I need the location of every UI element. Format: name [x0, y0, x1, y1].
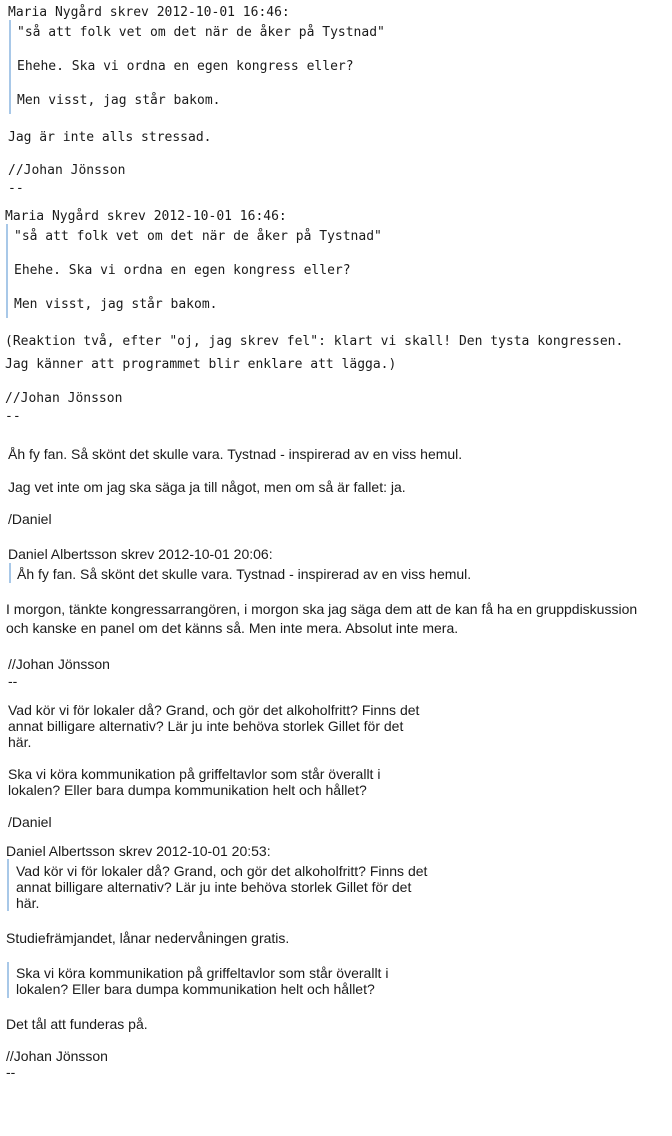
- message-text: Vad kör vi för lokaler då? Grand, och gör det alkoholfritt? Finns det: [8, 702, 420, 718]
- signature: /Daniel: [8, 814, 52, 830]
- quote-line: Vad kör vi för lokaler då? Grand, och gör det alkoholfritt? Finns det: [16, 863, 428, 879]
- quote-line: Ehehe. Ska vi ordna en egen kongress eller?: [17, 59, 354, 74]
- quote-bar: [6, 224, 8, 318]
- signature-dash: --: [6, 1064, 16, 1080]
- quote-header: Maria Nygård skrev 2012-10-01 16:46:: [8, 5, 290, 20]
- message-text: Jag vet inte om jag ska säga ja till något, men om så är fallet: ja.: [8, 479, 406, 495]
- reply-text: Jag känner att programmet blir enklare att lägga.): [5, 357, 397, 372]
- quote-line: Ehehe. Ska vi ordna en egen kongress eller?: [14, 263, 351, 278]
- reply-text: Studiefrämjandet, lånar nedervåningen gratis.: [6, 930, 290, 946]
- message-text: annat billigare alternativ? Lär ju inte behöva storlek Gillet för det: [8, 718, 404, 734]
- reply-text: (Reaktion två, efter "oj, jag skrev fel": klart vi skall! Den tysta kongressen.: [5, 334, 624, 349]
- quote-bar: [7, 859, 9, 911]
- quote-line: Ska vi köra kommunikation på griffeltavlor som står överallt i: [16, 965, 389, 981]
- reply-text: I morgon, tänkte kongressarrangören, i morgon ska jag säga dem att de kan få ha en gruppdiskussion: [6, 601, 638, 617]
- quote-header: Daniel Albertsson skrev 2012-10-01 20:53:: [6, 843, 271, 859]
- quote-header: Daniel Albertsson skrev 2012-10-01 20:06:: [8, 546, 273, 562]
- signature: //Johan Jönsson: [8, 163, 126, 178]
- quote-bar: [7, 962, 9, 998]
- signature-dash: --: [8, 673, 18, 689]
- quote-bar: [9, 20, 11, 114]
- quote-line: annat billigare alternativ? Lär ju inte behöva storlek Gillet för det: [16, 879, 412, 895]
- message-text: lokalen? Eller bara dumpa kommunikation helt och hållet?: [8, 782, 367, 798]
- signature: /Daniel: [8, 511, 52, 527]
- reply-text: Det tål att funderas på.: [6, 1016, 148, 1032]
- message-text: Åh fy fan. Så skönt det skulle vara. Tystnad - inspirerad av en viss hemul.: [8, 446, 463, 462]
- quote-line: "så att folk vet om det när de åker på Tystnad": [14, 229, 382, 244]
- quote-line: Åh fy fan. Så skönt det skulle vara. Tystnad - inspirerad av en viss hemul.: [17, 566, 472, 582]
- reply-text: Jag är inte alls stressad.: [8, 130, 212, 145]
- message-text: här.: [8, 734, 32, 750]
- quote-line: lokalen? Eller bara dumpa kommunikation helt och hållet?: [16, 981, 375, 997]
- quote-line: Men visst, jag står bakom.: [17, 93, 221, 108]
- quote-header: Maria Nygård skrev 2012-10-01 16:46:: [5, 209, 287, 224]
- quote-line: Men visst, jag står bakom.: [14, 297, 218, 312]
- quote-line: här.: [16, 895, 40, 911]
- quote-bar: [9, 563, 11, 583]
- signature-dash: --: [5, 409, 21, 424]
- reply-text: och kanske en panel om det känns så. Men inte mera. Absolut inte mera.: [6, 620, 459, 636]
- signature: //Johan Jönsson: [6, 1048, 108, 1064]
- signature: //Johan Jönsson: [8, 656, 110, 672]
- signature-dash: --: [8, 181, 24, 196]
- message-text: Ska vi köra kommunikation på griffeltavlor som står överallt i: [8, 766, 381, 782]
- quote-line: "så att folk vet om det när de åker på Tystnad": [17, 25, 385, 40]
- signature: //Johan Jönsson: [5, 391, 123, 406]
